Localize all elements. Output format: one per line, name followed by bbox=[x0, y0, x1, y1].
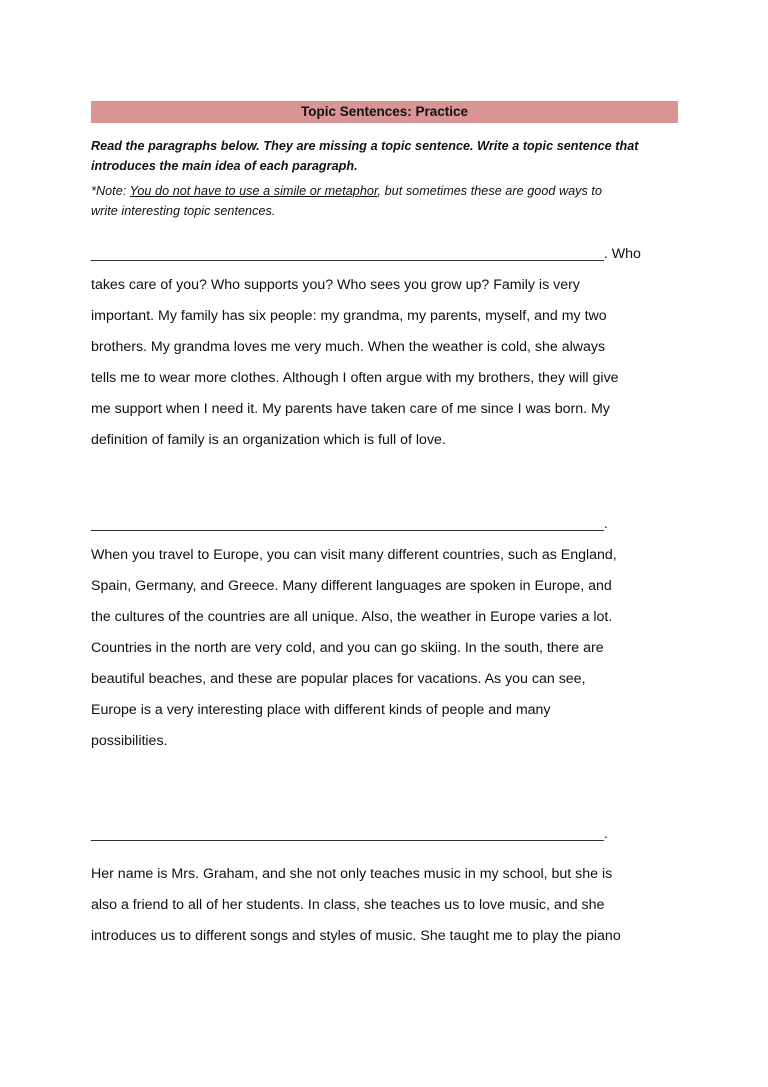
instructions-line-1: Read the paragraphs below. They are missing a topic sentence. Write a topic sentence that bbox=[91, 139, 639, 153]
paragraph-2-line-4: the cultures of the countries are all unique. Also, the weather in Europe varies a lot. bbox=[91, 609, 613, 625]
paragraph-family bbox=[91, 239, 678, 456]
paragraph-1-line-6: me support when I need it. My parents have taken care of me since I was born. My bbox=[91, 401, 610, 417]
note-line-1-suffix: , but sometimes these are good ways to bbox=[377, 184, 603, 198]
paragraph-2-line-7: Europe is a very interesting place with different kinds of people and many bbox=[91, 702, 551, 718]
paragraph-2-line-2: When you travel to Europe, you can visit many different countries, such as England, bbox=[91, 547, 617, 563]
paragraph-3-topic-blank-line[interactable]: _________________________________________________________________. bbox=[91, 826, 608, 842]
note-prefix: *Note: bbox=[91, 184, 130, 198]
instructions-line-2: introduces the main idea of each paragraph. bbox=[91, 159, 358, 173]
paragraph-1-topic-blank-line[interactable]: _________________________________________________________________. Who bbox=[91, 246, 641, 262]
paragraph-2-line-6: beautiful beaches, and these are popular places for vacations. As you can see, bbox=[91, 671, 586, 687]
instructions bbox=[91, 136, 678, 176]
paragraph-1-line-7: definition of family is an organization which is full of love. bbox=[91, 432, 446, 448]
note-line-2: write interesting topic sentences. bbox=[91, 204, 276, 218]
paragraph-1-line-2: takes care of you? Who supports you? Who sees you grow up? Family is very bbox=[91, 277, 580, 293]
note bbox=[91, 181, 678, 221]
worksheet-page bbox=[91, 101, 678, 952]
paragraph-1-line-3: important. My family has six people: my grandma, my parents, myself, and my two bbox=[91, 308, 607, 324]
paragraph-mrs-graham bbox=[91, 859, 678, 952]
paragraph-3-line-3: introduces us to different songs and styles of music. She taught me to play the piano bbox=[91, 928, 621, 944]
paragraph-2-line-3: Spain, Germany, and Greece. Many different languages are spoken in Europe, and bbox=[91, 578, 612, 594]
paragraph-europe bbox=[91, 509, 678, 757]
paragraph-3-topic-blank bbox=[91, 819, 678, 850]
paragraph-2-line-8: possibilities. bbox=[91, 733, 168, 749]
paragraph-1-line-4: brothers. My grandma loves me very much. When the weather is cold, she always bbox=[91, 339, 606, 355]
paragraph-3-line-1: Her name is Mrs. Graham, and she not only teaches music in my school, but she is bbox=[91, 866, 613, 882]
paragraph-3-line-2: also a friend to all of her students. In class, she teaches us to love music, and she bbox=[91, 897, 605, 913]
paragraph-2-line-5: Countries in the north are very cold, and you can go skiing. In the south, there are bbox=[91, 640, 604, 656]
paragraph-2-topic-blank-line[interactable]: _________________________________________________________________. bbox=[91, 516, 608, 532]
worksheet-title: Topic Sentences: Practice bbox=[91, 101, 678, 123]
note-underlined-text: You do not have to use a simile or metaphor bbox=[129, 184, 378, 198]
paragraph-1-line-5: tells me to wear more clothes. Although I often argue with my brothers, they will give bbox=[91, 370, 619, 386]
